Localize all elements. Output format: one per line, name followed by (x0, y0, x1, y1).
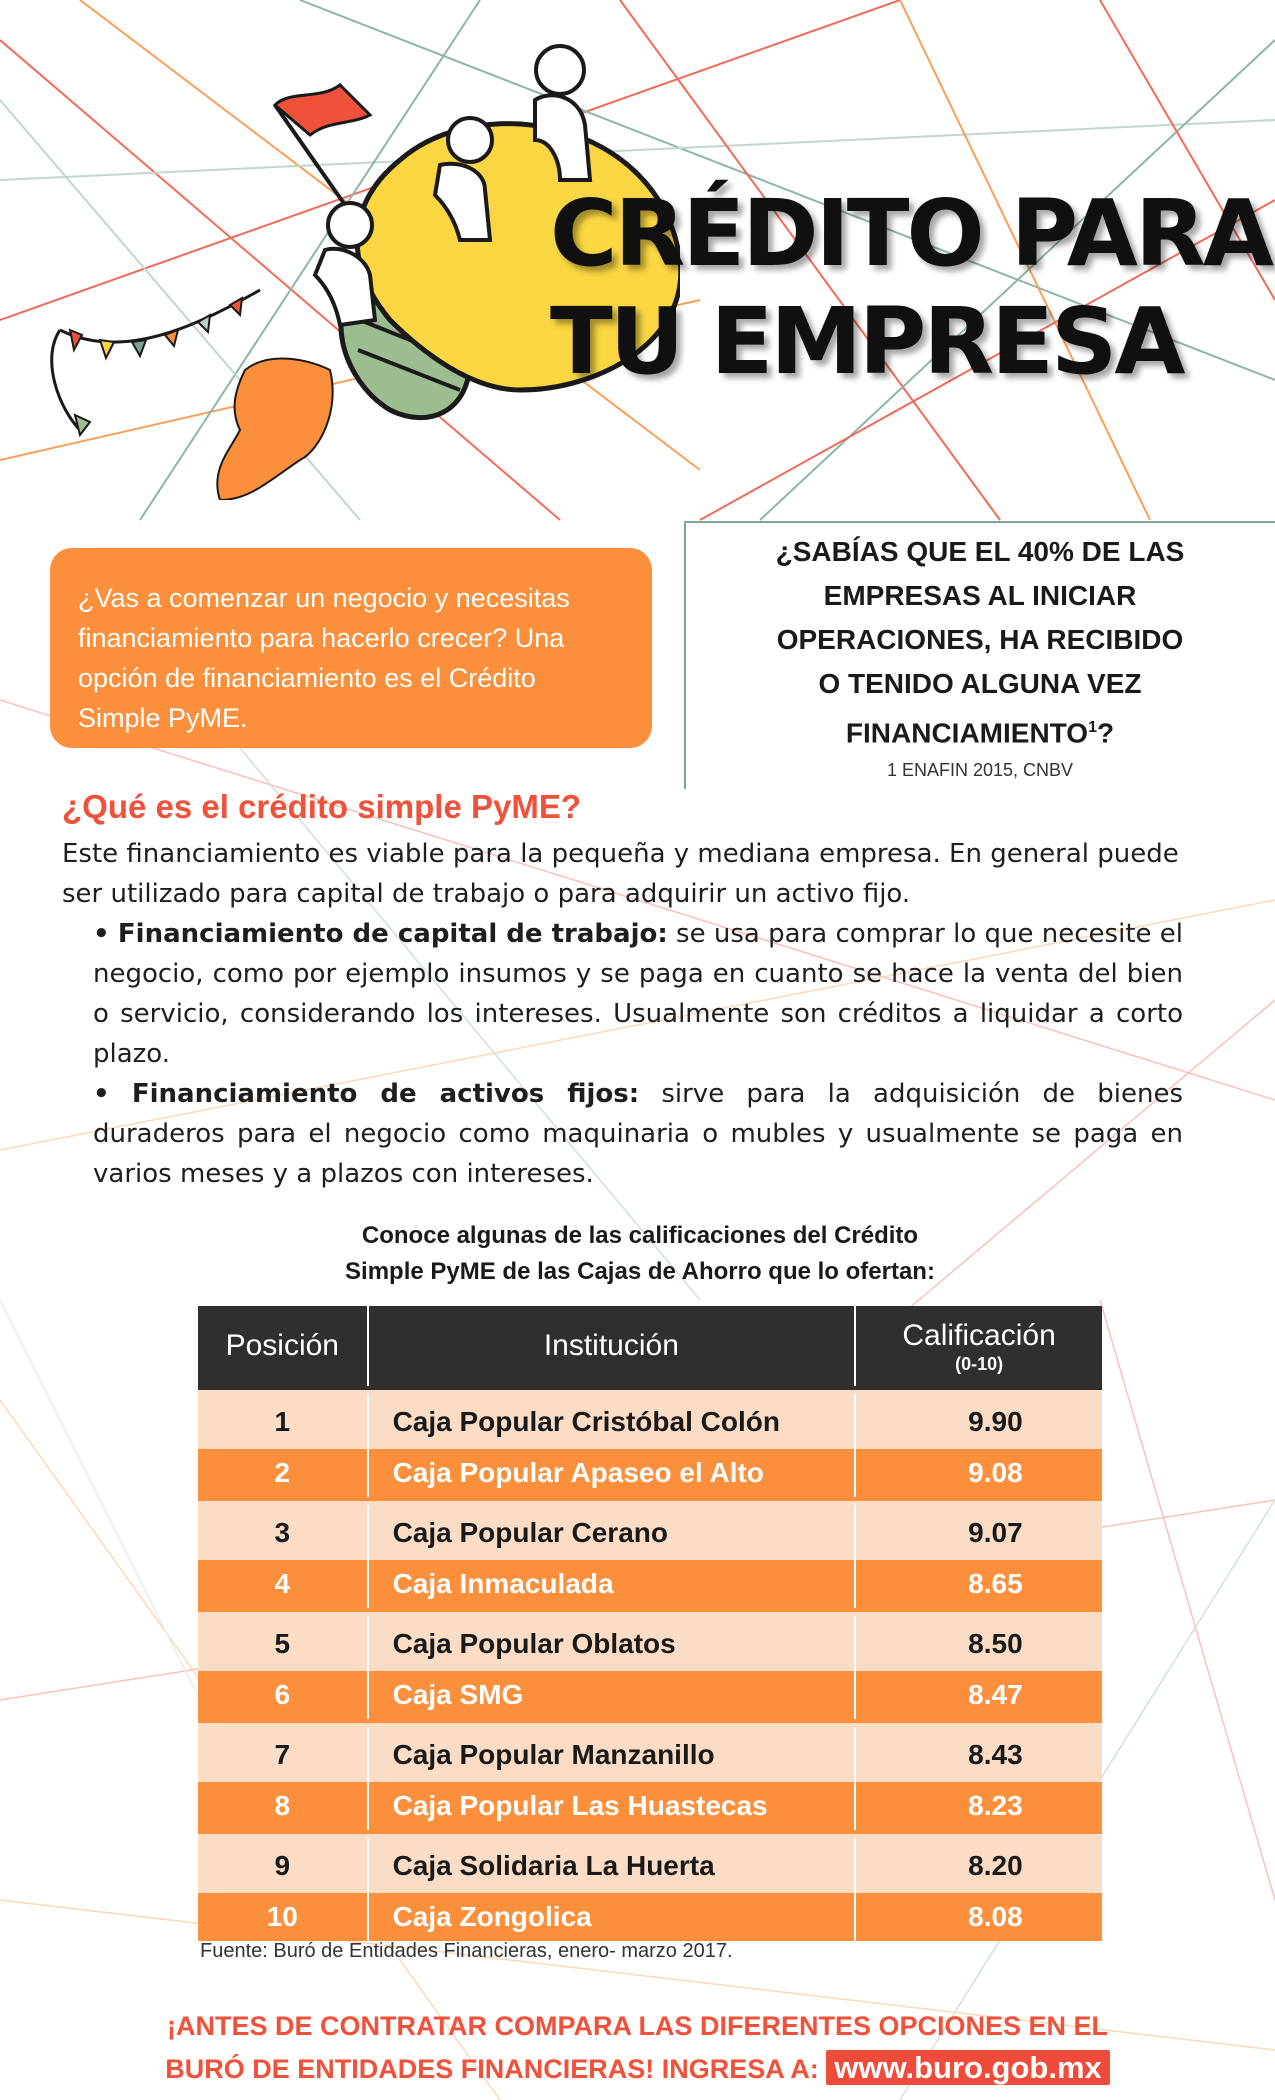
bullet-item (93, 914, 1183, 1074)
cell-rating: 8.20 (855, 1834, 1102, 1893)
header-institution: Institución (368, 1306, 856, 1390)
fact-footnote-marker: 1 (1088, 719, 1097, 736)
bullet-title: Financiamiento de capital de trabajo: (117, 919, 668, 949)
cell-position: 9 (198, 1834, 368, 1893)
table-row (198, 1390, 1102, 1449)
cell-institution: Caja Popular Manzanillo (368, 1723, 856, 1782)
footer-line-text: BURÓ DE ENTIDADES FINANCIERAS! INGRESA A: (165, 2054, 819, 2084)
fact-line (700, 706, 1260, 755)
header-rating (855, 1306, 1102, 1390)
section-body: Este financiamiento es viable para la pequeña y mediana empresa. En general puede ser utilizado para capital de trabajo o para adquirir un activo fijo. (62, 839, 1179, 909)
cell-institution: Caja SMG (368, 1671, 856, 1723)
cell-position: 1 (198, 1390, 368, 1449)
buro-website-link[interactable]: www.buro.gob.mx (826, 2050, 1110, 2085)
cell-institution: Caja Zongolica (368, 1893, 856, 1941)
cell-institution: Caja Solidaria La Huerta (368, 1834, 856, 1893)
fact-financiamiento: FINANCIAMIENTO (845, 717, 1089, 749)
cell-rating: 9.07 (855, 1501, 1102, 1560)
footer-line (80, 2047, 1195, 2090)
fact-question-mark: ? (1096, 717, 1115, 749)
table-row (198, 1782, 1102, 1834)
cell-rating: 8.08 (855, 1893, 1102, 1941)
title-line-2: TU EMPRESA (550, 288, 1183, 395)
cell-rating: 8.23 (855, 1782, 1102, 1834)
cell-institution: Caja Popular Cristóbal Colón (368, 1390, 856, 1449)
cell-position: 8 (198, 1782, 368, 1834)
ratings-table (198, 1306, 1102, 1941)
bunting-flags-icon (70, 298, 242, 358)
fact-line: ¿SABÍAS QUE EL 40% DE LAS (775, 536, 1185, 567)
bullet-item (93, 1074, 1183, 1194)
table-intro-line: Conoce algunas de las calificaciones del Crédito (361, 1222, 919, 1249)
cell-rating: 9.08 (855, 1449, 1102, 1501)
fact-line: OPERACIONES, HA RECIBIDO (776, 624, 1184, 655)
cell-rating: 9.90 (855, 1390, 1102, 1449)
intro-text: ¿Vas a comenzar un negocio y necesitas financiamiento para hacerlo crecer? Una opción de financiamiento es el Crédito Simple PyME. (78, 583, 570, 733)
table-row (198, 1723, 1102, 1782)
orange-splash-icon (217, 358, 332, 500)
cell-position: 2 (198, 1449, 368, 1501)
title-line-1: CRÉDITO PARA (550, 180, 1272, 287)
table-row (198, 1671, 1102, 1723)
cell-position: 7 (198, 1723, 368, 1782)
table-row (198, 1560, 1102, 1612)
cell-institution: Caja Popular Las Huastecas (368, 1782, 856, 1834)
footer-callout (80, 2005, 1195, 2090)
table-intro (240, 1218, 1040, 1290)
bullet-title: Financiamiento de activos fijos: (131, 1079, 640, 1109)
table-row (198, 1612, 1102, 1671)
intro-callout (50, 548, 652, 748)
header-position: Posición (198, 1306, 368, 1390)
cell-position: 10 (198, 1893, 368, 1941)
table-row (198, 1893, 1102, 1941)
fact-line: O TENIDO ALGUNA VEZ (818, 668, 1142, 699)
bullet-marker: • (93, 919, 110, 949)
cell-institution: Caja Popular Oblatos (368, 1612, 856, 1671)
cell-position: 5 (198, 1612, 368, 1671)
header-rating-scale: (0-10) (955, 1354, 1004, 1374)
cell-institution: Caja Inmaculada (368, 1560, 856, 1612)
footer-line: ¡ANTES DE CONTRATAR COMPARA LAS DIFERENTES OPCIONES EN EL (166, 2011, 1109, 2041)
header-rating-label: Calificación (902, 1319, 1056, 1352)
table-row (198, 1834, 1102, 1893)
cell-position: 6 (198, 1671, 368, 1723)
cell-institution: Caja Popular Apaseo el Alto (368, 1449, 856, 1501)
table-intro-line: Simple PyME de las Cajas de Ahorro que lo ofertan: (345, 1258, 935, 1285)
section-heading: ¿Qué es el crédito simple PyME? (62, 788, 581, 825)
bullet-text: se usa para comprar lo que necesite el negocio, como por ejemplo insumos y se paga en cuanto se hace la venta del bien o servicio, considerando los intereses. Usualmente son créditos a liquidar a corto plazo. (93, 919, 1184, 1069)
fact-line: EMPRESAS AL INICIAR (823, 580, 1137, 611)
cell-rating: 8.65 (855, 1560, 1102, 1612)
bullet-text: sirve para la adquisición de bienes duraderos para el negocio como maquinaria o mubles y usualmente se paga en varios meses y a plazos con intereses. (93, 1079, 1184, 1189)
table-header-row (198, 1306, 1102, 1390)
fact-callout (700, 530, 1260, 755)
cell-rating: 8.50 (855, 1612, 1102, 1671)
cell-rating: 8.43 (855, 1723, 1102, 1782)
table-source: Fuente: Buró de Entidades Financieras, enero- marzo 2017. (200, 1940, 733, 1962)
table-row (198, 1449, 1102, 1501)
cell-institution: Caja Popular Cerano (368, 1501, 856, 1560)
cell-position: 3 (198, 1501, 368, 1560)
bullet-marker: • (93, 1079, 110, 1109)
bullet-list (93, 914, 1183, 1194)
cell-rating: 8.47 (855, 1671, 1102, 1723)
fact-source: 1 ENAFIN 2015, CNBV (886, 760, 1074, 780)
cell-position: 4 (198, 1560, 368, 1612)
page-title (550, 180, 1272, 396)
table-row (198, 1501, 1102, 1560)
